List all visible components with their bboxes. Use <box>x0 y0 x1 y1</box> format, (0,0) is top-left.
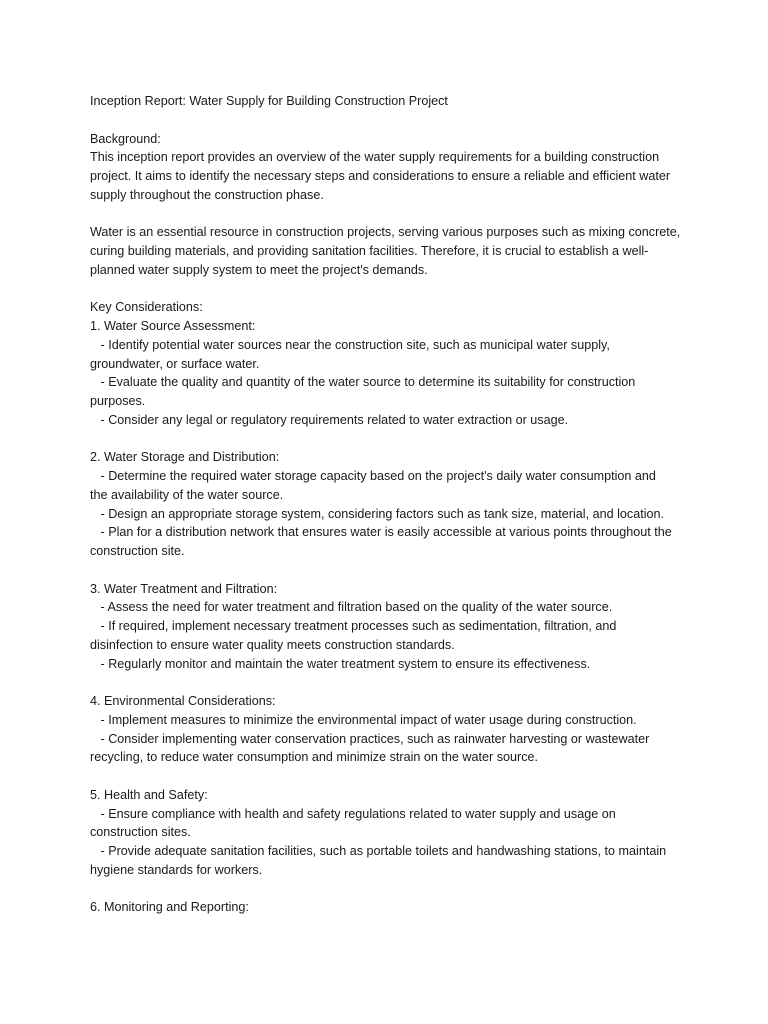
section-line: - Consider any legal or regulatory requirements related to water extraction or usage. <box>90 412 569 427</box>
paragraph-line: project. It aims to identify the necessary steps and considerations to ensure a reliable and efficient water <box>90 169 671 183</box>
section-line: - Implement measures to minimize the environmental impact of water usage during construction. <box>90 712 637 727</box>
section-heading: 2. Water Storage and Distribution: <box>90 450 280 465</box>
section-line: construction sites. <box>90 825 191 840</box>
section-line: construction site. <box>90 544 185 558</box>
section-line: groundwater, or surface water. <box>90 356 260 371</box>
spacer <box>90 561 690 580</box>
section-heading: 6. Monitoring and Reporting: <box>90 900 249 915</box>
section-line: - Plan for a distribution network that ensures water is easily accessible at various points throughout the <box>90 525 672 540</box>
section-line: disinfection to ensure water quality meets construction standards. <box>90 637 455 652</box>
section-line: - Design an appropriate storage system, considering factors such as tank size, material, and location. <box>90 506 664 521</box>
section-line: - Ensure compliance with health and safety regulations related to water supply and usage on <box>90 806 616 821</box>
key-considerations-heading: Key Considerations: <box>90 300 203 315</box>
spacer <box>90 880 690 899</box>
section-line: hygiene standards for workers. <box>90 862 263 877</box>
section-heading: 5. Health and Safety: <box>90 787 208 802</box>
section-heading: 3. Water Treatment and Filtration: <box>90 581 278 596</box>
section-line: the availability of the water source. <box>90 487 284 502</box>
section-heading: 4. Environmental Considerations: <box>90 694 276 708</box>
document-page <box>90 92 690 917</box>
section-line: - Consider implementing water conservation practices, such as rainwater harvesting or wastewater <box>90 731 650 746</box>
spacer <box>90 280 690 299</box>
paragraph-line: Water is an essential resource in construction projects, serving various purposes such as mixing concrete, <box>90 225 681 240</box>
section-line: purposes. <box>90 394 146 408</box>
section-heading: 1. Water Source Assessment: <box>90 319 256 333</box>
section-line: - Identify potential water sources near the construction site, such as municipal water supply, <box>90 337 610 352</box>
paragraph-line: This inception report provides an overview of the water supply requirements for a building construction <box>90 150 660 165</box>
spacer <box>90 673 690 692</box>
background-heading: Background: <box>90 131 161 146</box>
spacer <box>90 767 690 786</box>
spacer <box>90 111 690 130</box>
document-title: Inception Report: Water Supply for Building Construction Project <box>90 94 448 108</box>
spacer <box>90 205 690 224</box>
paragraph-line: supply throughout the construction phase. <box>90 187 324 202</box>
spacer <box>90 430 690 449</box>
section-line: - Determine the required water storage capacity based on the project's daily water consumption and <box>90 469 656 483</box>
paragraph-line: planned water supply system to meet the project's demands. <box>90 262 428 277</box>
paragraph-line: curing building materials, and providing sanitation facilities. Therefore, it is crucial to establish a well- <box>90 244 649 258</box>
section-line: recycling, to reduce water consumption and minimize strain on the water source. <box>90 750 538 765</box>
section-line: - Provide adequate sanitation facilities, such as portable toilets and handwashing stations, to maintain <box>90 844 667 858</box>
section-line: - Assess the need for water treatment and filtration based on the quality of the water source. <box>90 600 613 615</box>
section-line: - Evaluate the quality and quantity of the water source to determine its suitability for construction <box>90 375 636 390</box>
section-line: - Regularly monitor and maintain the water treatment system to ensure its effectiveness. <box>90 656 591 671</box>
section-line: - If required, implement necessary treatment processes such as sedimentation, filtration, and <box>90 619 617 633</box>
